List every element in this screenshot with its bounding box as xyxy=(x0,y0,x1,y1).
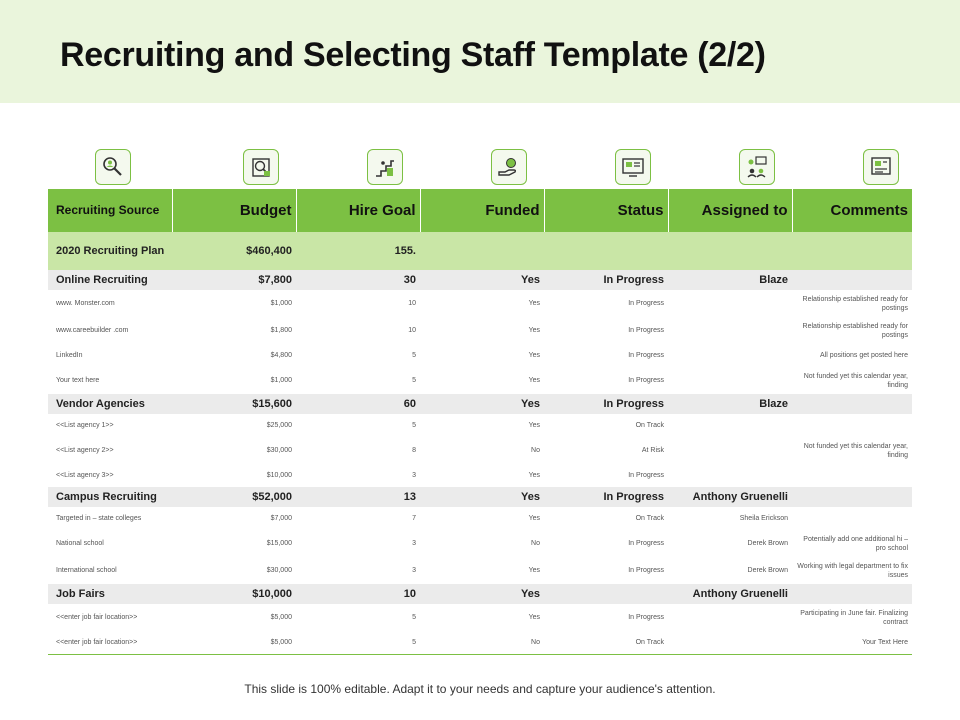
footer-note: This slide is 100% editable. Adapt it to your needs and capture your audience's attention. xyxy=(244,682,716,696)
cell-hire-goal: 60 xyxy=(296,394,420,414)
cell-funded: Yes xyxy=(420,584,544,604)
cell-funded: Yes xyxy=(420,394,544,414)
cell-hire-goal: 5 xyxy=(412,422,416,429)
cell-funded: Yes xyxy=(528,327,540,334)
cell-comments: Participating in June fair. Finalizing contract xyxy=(800,609,908,626)
status-dashboard-icon xyxy=(615,149,651,185)
cell-comments xyxy=(792,584,912,604)
cell-assigned-to xyxy=(668,437,792,464)
cell-status: In Progress xyxy=(628,377,664,384)
cell-comments: Not funded yet this calendar year, finding xyxy=(803,442,908,459)
cell-status xyxy=(544,584,668,604)
cell-funded: Yes xyxy=(528,515,540,522)
cell-comments xyxy=(792,414,912,437)
header-assigned-to: Assigned to xyxy=(668,189,792,232)
cell-hire-goal: 5 xyxy=(412,352,416,359)
table-row xyxy=(48,464,912,487)
cell-assigned-to: Anthony Gruenelli xyxy=(668,487,792,507)
cell-source: LinkedIn xyxy=(56,352,83,359)
cell-hire-goal: 3 xyxy=(412,540,416,547)
cell-hire-goal: 13 xyxy=(296,487,420,507)
cell-budget: $4,800 xyxy=(270,352,292,359)
cell-status: In Progress xyxy=(544,487,668,507)
plan-source: 2020 Recruiting Plan xyxy=(48,232,172,270)
cell-assigned-to: Derek Brown xyxy=(747,567,788,574)
cell-source: <<List agency 1>> xyxy=(56,422,114,429)
cell-status: In Progress xyxy=(544,270,668,290)
cell-hire-goal: 10 xyxy=(408,327,416,334)
cell-hire-goal: 5 xyxy=(296,631,420,654)
cell-hire-goal: 8 xyxy=(412,447,416,454)
cell-funded: Yes xyxy=(528,567,540,574)
cell-budget: $7,800 xyxy=(172,270,296,290)
category-row xyxy=(48,270,912,290)
header-recruiting-source: Recruiting Source xyxy=(48,189,172,232)
cell-assigned-to xyxy=(668,631,792,654)
cell-assigned-to: Sheila Erickson xyxy=(739,515,788,522)
cell-hire-goal: 30 xyxy=(296,270,420,290)
plan-hire-goal: 155. xyxy=(296,232,420,270)
cell-assigned-to xyxy=(668,367,792,394)
cell-comments: Potentially add one additional hi – pro school xyxy=(803,535,908,552)
cell-assigned-to xyxy=(668,604,792,631)
table-row xyxy=(48,317,912,344)
table-header-row xyxy=(48,189,912,232)
table-row xyxy=(48,631,912,654)
cell-status: In Progress xyxy=(628,352,664,359)
cell-status: In Progress xyxy=(628,472,664,479)
team-assignment-icon xyxy=(739,149,775,185)
cell-funded: Yes xyxy=(528,422,540,429)
cell-budget: $1,000 xyxy=(270,300,292,307)
header-budget: Budget xyxy=(172,189,296,232)
cell-status: In Progress xyxy=(628,300,664,307)
cell-budget: $1,000 xyxy=(270,377,292,384)
cell-hire-goal: 5 xyxy=(412,614,416,621)
category-row xyxy=(48,584,912,604)
cell-assigned-to: Blaze xyxy=(668,270,792,290)
cell-budget: $30,000 xyxy=(266,567,292,574)
cell-source: <<List agency 3>> xyxy=(56,472,114,479)
table-row xyxy=(48,604,912,631)
cell-assigned-to: Derek Brown xyxy=(747,540,788,547)
cell-status: On Track xyxy=(635,515,664,522)
cell-source: www.careebuilder .com xyxy=(56,327,129,334)
cell-status: On Track xyxy=(544,631,668,654)
cell-budget: $25,000 xyxy=(266,422,292,429)
cell-comments: Relationship established ready for postings xyxy=(802,322,908,339)
cell-hire-goal: 3 xyxy=(412,567,416,574)
header-funded: Funded xyxy=(420,189,544,232)
cell-status: In Progress xyxy=(628,567,664,574)
table-row xyxy=(48,507,912,530)
cell-hire-goal: 10 xyxy=(296,584,420,604)
column-icon-row xyxy=(48,149,912,189)
funding-hand-icon xyxy=(491,149,527,185)
cell-funded: Yes xyxy=(528,300,540,307)
header-comments: Comments xyxy=(792,189,912,232)
budget-analysis-icon xyxy=(243,149,279,185)
cell-source: www. Monster.com xyxy=(56,300,115,307)
cell-comments: Working with legal department to fix issues xyxy=(797,562,908,579)
cell-assigned-to xyxy=(668,464,792,487)
table-row xyxy=(48,290,912,317)
plan-row xyxy=(48,232,912,270)
cell-comments xyxy=(792,487,912,507)
cell-funded: No xyxy=(531,447,540,454)
table-row xyxy=(48,557,912,584)
cell-comments xyxy=(792,270,912,290)
cell-comments xyxy=(792,507,912,530)
candidate-search-icon xyxy=(95,149,131,185)
cell-budget: $15,000 xyxy=(266,540,292,547)
cell-source: International school xyxy=(56,567,117,574)
cell-hire-goal: 5 xyxy=(412,377,416,384)
cell-budget: $52,000 xyxy=(172,487,296,507)
cell-funded: Yes xyxy=(528,614,540,621)
cell-status: In Progress xyxy=(628,540,664,547)
table-row xyxy=(48,414,912,437)
cell-budget: $10,000 xyxy=(266,472,292,479)
cell-status: In Progress xyxy=(628,327,664,334)
cell-funded: Yes xyxy=(528,352,540,359)
cell-budget: $30,000 xyxy=(266,447,292,454)
cell-funded: Yes xyxy=(420,270,544,290)
page-title: Recruiting and Selecting Staff Template (2/2) xyxy=(60,36,766,74)
cell-source: <<enter job fair location>> xyxy=(56,614,138,621)
cell-funded: No xyxy=(420,631,544,654)
cell-budget: $15,600 xyxy=(172,394,296,414)
cell-budget: $5,000 xyxy=(270,614,292,621)
header-status: Status xyxy=(544,189,668,232)
cell-status: In Progress xyxy=(628,614,664,621)
cell-status: At Risk xyxy=(641,447,664,454)
cell-assigned-to xyxy=(668,317,792,344)
cell-budget: $7,000 xyxy=(270,515,292,522)
cell-hire-goal: 3 xyxy=(412,472,416,479)
cell-funded: Yes xyxy=(528,472,540,479)
comments-board-icon xyxy=(863,149,899,185)
cell-comments xyxy=(792,464,912,487)
cell-budget: $5,000 xyxy=(172,631,296,654)
table-row xyxy=(48,530,912,557)
cell-source: National school xyxy=(56,540,104,547)
category-row xyxy=(48,487,912,507)
cell-comments: Relationship established ready for postings xyxy=(802,295,908,312)
cell-comments: All positions get posted here xyxy=(820,352,908,359)
cell-hire-goal: 10 xyxy=(408,300,416,307)
plan-budget: $460,400 xyxy=(172,232,296,270)
cell-assigned-to xyxy=(668,344,792,367)
cell-source: Online Recruiting xyxy=(48,270,172,290)
cell-assigned-to: Anthony Gruenelli xyxy=(668,584,792,604)
cell-comments xyxy=(792,394,912,414)
cell-status: In Progress xyxy=(544,394,668,414)
cell-status: On Track xyxy=(635,422,664,429)
cell-source: Your text here xyxy=(56,377,100,384)
cell-funded: Yes xyxy=(528,377,540,384)
cell-source: <<enter job fair location>> xyxy=(48,631,172,654)
cell-assigned-to xyxy=(668,290,792,317)
cell-source: Vendor Agencies xyxy=(48,394,172,414)
cell-source: <<List agency 2>> xyxy=(56,447,114,454)
cell-budget: $1,800 xyxy=(270,327,292,334)
table-body xyxy=(48,270,912,654)
cell-funded: Yes xyxy=(420,487,544,507)
table-row xyxy=(48,367,912,394)
cell-source: Targeted in – state colleges xyxy=(56,515,142,522)
recruiting-table xyxy=(48,189,912,655)
category-row xyxy=(48,394,912,414)
cell-hire-goal: 7 xyxy=(412,515,416,522)
cell-assigned-to: Blaze xyxy=(668,394,792,414)
cell-comments: Not funded yet this calendar year, finding xyxy=(803,372,908,389)
cell-source: Job Fairs xyxy=(48,584,172,604)
table-row xyxy=(48,344,912,367)
cell-assigned-to xyxy=(668,414,792,437)
cell-comments: Your Text Here xyxy=(792,631,912,654)
header-hire-goal: Hire Goal xyxy=(296,189,420,232)
cell-funded: No xyxy=(531,540,540,547)
cell-budget: $10,000 xyxy=(172,584,296,604)
cell-source: Campus Recruiting xyxy=(48,487,172,507)
growth-stairs-icon xyxy=(367,149,403,185)
table-row xyxy=(48,437,912,464)
